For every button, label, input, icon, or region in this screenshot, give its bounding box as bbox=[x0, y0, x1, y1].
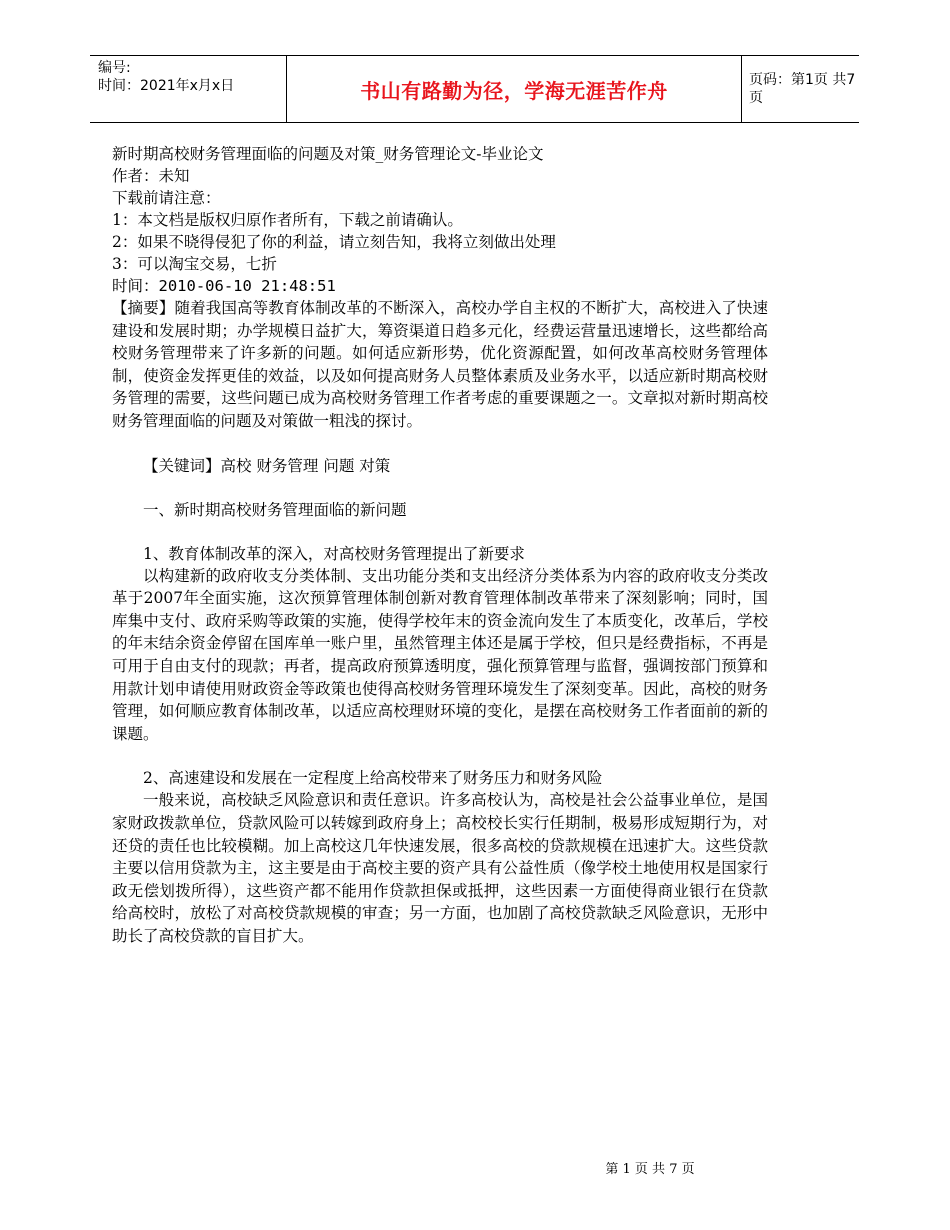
abstract-paragraph: 【摘要】随着我国高等教育体制改革的不断深入，高校办学自主权的不断扩大，高校进入了快速建设和发展时期；办学规模日益扩大，筹资渠道日趋多元化，经费运营量迅速增长，这些都给高校财务管理带来了许多新的问题。如何适应新形势，优化资源配置，如何改革高校财务管理体制，使资金发挥更佳的效益，以及如何提高财务人员整体素质及业务水平，以适应新时期高校财务管理的需要，这些问题已成为高校财务管理工作者考虑的重要课题之一。文章拟对新时期高校财务管理面临的问题及对策做一粗浅的探讨。 bbox=[112, 299, 768, 430]
notice-item-3: 3：可以淘宝交易，七折 bbox=[112, 255, 277, 273]
keywords: 【关键词】高校 财务管理 问题 对策 bbox=[143, 456, 391, 475]
page-header bbox=[90, 55, 859, 123]
page-footer: 第 1 页 共 7 页 bbox=[605, 1162, 695, 1177]
motto: 书山有路勤为径，学海无涯苦作舟 bbox=[360, 78, 668, 103]
document-body bbox=[112, 143, 768, 947]
body-paragraph-1: 以构建新的政府收支分类体制、支出功能分类和支出经济分类体系为内容的政府收支分类改革于2007年全面实施，这次预算管理体制创新对教育管理体制改革带来了深刻影响；同时，国库集中支付、政府采购等政策的实施，使得学校年末的资金流向发生了本质变化，改革后，学校的年末结余资金停留在国库单一账户里，虽然管理主体还是属于学校，但只是经费指标，不再是可用于自由支付的现款；再者，提高政府预算透明度，强化预算管理与监督，强调按部门预算和用款计划申请使用财政资金等政策也使得高校财务管理环境发生了深刻变革。因此，高校的财务管理，如何顺应教育体制改革，以适应高校理财环境的变化，是摆在高校财务工作者面前的新的课题。 bbox=[112, 566, 768, 743]
notice-item-1: 1：本文档是版权归原作者所有，下载之前请确认。 bbox=[112, 211, 463, 229]
section-heading-1: 一、新时期高校财务管理面临的新问题 bbox=[143, 500, 407, 519]
doc-title: 新时期高校财务管理面临的问题及对策_财务管理论文-毕业论文 bbox=[112, 145, 544, 163]
number-label: 编号: bbox=[98, 60, 131, 76]
header-left-cell bbox=[90, 56, 286, 122]
notice-item-2: 2：如果不晓得侵犯了你的利益，请立刻告知，我将立刻做出处理 bbox=[112, 233, 556, 251]
date-label: 时间：2021年x月x日 bbox=[98, 78, 235, 94]
header-page-cell bbox=[741, 56, 859, 122]
subsection-heading-1: 1、教育体制改革的深入，对高校财务管理提出了新要求 bbox=[143, 544, 525, 563]
subsection-heading-2: 2、高速建设和发展在一定程度上给高校带来了财务压力和财务风险 bbox=[143, 769, 603, 788]
body-paragraph-2: 一般来说，高校缺乏风险意识和责任意识。许多高校认为，高校是社会公益事业单位，是国家财政拨款单位，贷款风险可以转嫁到政府身上；高校校长实行任期制，极易形成短期行为，对还贷的责任也比较模糊。加上高校这几年快速发展，很多高校的贷款规模在迅速扩大。这些贷款主要以信用贷款为主，这主要是由于高校主要的资产具有公益性质（像学校土地使用权是国家行政无偿划拨所得），这些资产都不能用作贷款担保或抵押，这些因素一方面使得商业银行在贷款给高校时，放松了对高校贷款规模的审查；另一方面，也加剧了高校贷款缺乏风险意识，无形中助长了高校贷款的盲目扩大。 bbox=[112, 791, 768, 945]
page-label: 页码：第1页 共7页 bbox=[749, 72, 856, 106]
doc-author: 作者：未知 bbox=[112, 167, 190, 185]
notice-heading: 下载前请注意： bbox=[112, 189, 221, 207]
doc-time: 时间：2010-06-10 21:48:51 bbox=[112, 277, 336, 295]
header-motto-cell bbox=[286, 56, 742, 122]
